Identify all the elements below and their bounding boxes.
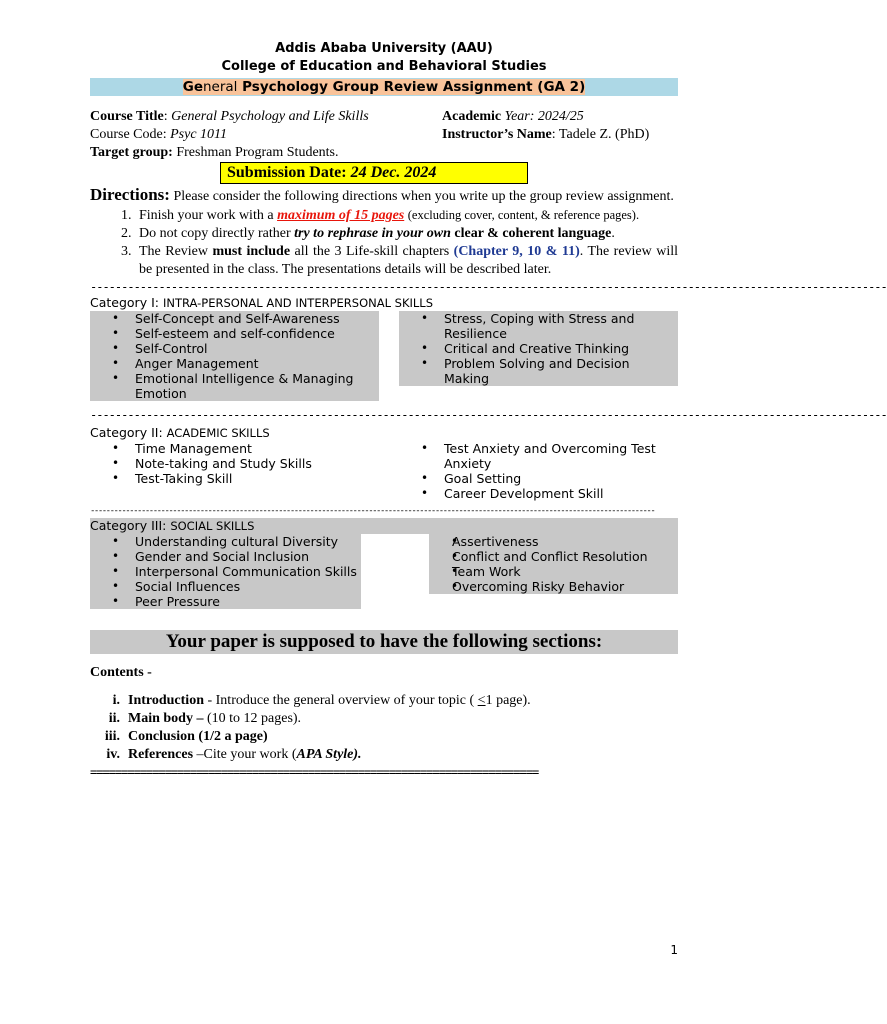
list-item: • Career Development Skill [399,486,678,501]
list-item: • Emotional Intelligence & Managing Emotion [90,371,379,401]
separator: ------------------------------------------------------------------------------------------------------------------------------------------------ [90,506,655,516]
direction-item: 3. The Review must include all the 3 Life-skill chapters (Chapter 9, 10 & 11). The review will be presented in the class. The presentations details will be described later. [135,243,678,279]
list-item: • Time Management [90,441,379,456]
university-name: Addis Ababa University (AAU) [275,41,493,56]
contents-item: iv. References –Cite your work (APA Style). [106,747,362,762]
category-1-right-list [399,311,678,386]
list-item: • Critical and Creative Thinking [399,341,678,356]
instructor-value: : Tadele Z. (PhD) [551,127,650,142]
contents-label: Contents - [90,665,152,680]
course-info: Course Title: General Psychology and Life Skills Academic Year: 2024/25 Course Code: Psyc 1011 Instructor’s Name: Tadele Z. (PhD) Target group: Freshman Program Students. [90,109,650,160]
college-name: College of Education and Behavioral Studies [221,59,547,74]
target-group-label: Target group: [90,145,173,160]
academic-label: Academic [442,109,502,124]
contents-item: ii. Main body – (10 to 12 pages). [108,711,302,726]
page-number: 1 [670,943,678,957]
direction-item: 1. Finish your work with a maximum of 15 pages (excluding cover, content, & reference pages). [135,206,678,225]
course-code-label: Course Code: [90,127,167,142]
sections-heading: Your paper is supposed to have the following sections: [90,630,678,654]
title-part-1: Ge [182,79,203,95]
target-group-value: Freshman Program Students. [176,145,339,160]
title-part-3: Psychology Group Review Assignment (GA 2) [237,79,586,95]
category-1-columns [90,311,678,401]
instructor-label: Instructor’s Name [442,127,552,142]
list-item: • Anger Management [90,356,379,371]
list-item: • Gender and Social Inclusion [90,549,361,564]
course-title-value: General Psychology and Life Skills [171,109,369,124]
list-item: • Test Anxiety and Overcoming Test Anxiety [399,441,678,471]
category-3-left-list [90,534,361,609]
list-item: • Social Influences [90,579,361,594]
category-1-left-list [90,311,379,401]
course-code-value: Psyc 1011 [170,127,227,142]
list-item: • Team Work [429,564,678,579]
list-item: • Assertiveness [429,534,678,549]
academic-value: Year: 2024/25 [504,109,584,124]
equals-separator: ======================================================================== [90,765,539,779]
submission-label: Submission Date: [227,164,351,181]
contents-item: iii. Conclusion (1/2 a page) [104,729,268,744]
contents-list [90,692,678,764]
course-title-label: Course Title [90,109,164,124]
directions-list [90,206,678,279]
separator: -------------------------------------------------------------------------------------------------------------------------------- [90,408,887,422]
directions-intro [90,186,678,206]
list-item: • Conflict and Conflict Resolution [429,549,678,564]
list-item: • Overcoming Risky Behavior [429,579,678,594]
category-2-title: Category II: ACADEMIC SKILLS [90,425,270,440]
separator: -------------------------------------------------------------------------------------------------------------------------------- [90,280,887,294]
document-page [90,40,887,779]
category-1-title: Category I: INTRA-PERSONAL AND INTERPERSONAL SKILLS [90,295,434,310]
submission-date-box [220,162,528,184]
directions-text: Please consider the following directions when you write up the group review assignment. [169,189,674,204]
list-item: • Interpersonal Communication Skills [90,564,361,579]
list-item: • Understanding cultural Diversity [90,534,361,549]
title-part-2: neral [203,79,238,95]
category-3-right-list [429,534,678,594]
submission-date: 24 Dec. 2024 [350,164,437,181]
category-3-title: Category III: SOCIAL SKILLS [90,518,678,534]
directions-heading: Directions: [90,185,170,204]
list-item: • Stress, Coping with Stress and Resilience [399,311,678,341]
direction-item: 2. Do not copy directly rather try to rephrase in your own clear & coherent language. [135,225,678,243]
category-2-left-list [90,441,379,486]
list-item: • Problem Solving and Decision Making [399,356,678,386]
category-3-columns [90,534,678,609]
list-item: • Goal Setting [399,471,678,486]
list-item: • Note-taking and Study Skills [90,456,379,471]
list-item: • Self-Concept and Self-Awareness [90,311,379,326]
list-item: • Test-Taking Skill [90,471,379,486]
category-2-columns [90,441,678,501]
contents-item: i. Introduction - Introduce the general overview of your topic ( <1 page). [112,693,531,708]
list-item: • Self-Control [90,341,379,356]
list-item: • Peer Pressure [90,594,361,609]
assignment-title [90,78,678,96]
category-2-right-list [399,441,678,501]
list-item: • Self-esteem and self-confidence [90,326,379,341]
